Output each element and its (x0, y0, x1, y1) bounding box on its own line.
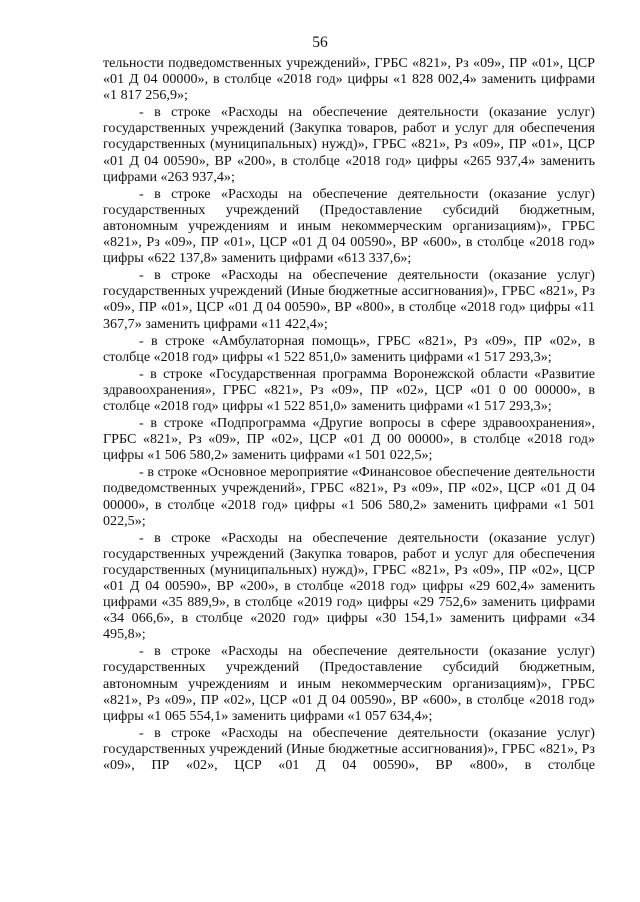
paragraph: - в строке «Государственная программа Воронежской области «Развитие здравоохранения», ГРБС «821», Рз «09», ПР «02», ЦСР «01 0 00 00000», в столбце «2018 год» цифры «1 522 851,0» заменить цифрами «1 517 293,3»; (103, 365, 595, 414)
paragraph: - в строке «Расходы на обеспечение деятельности (оказание услуг) государственных учреждений (Закупка товаров, работ и услуг для обеспечения государственных (муниципальных) нужд)», ГРБС «821», Рз «09», ПР «01», ЦСР «01 Д 04 00590», ВР «200», в столбце «2018 год» цифры «265 937,4» заменить цифрами «263 937,4»; (103, 104, 595, 185)
page-number: 56 (312, 34, 328, 51)
paragraph: - в строке «Расходы на обеспечение деятельности (оказание услуг) государственных учреждений (Предоставление субсидий бюджетным, автономным учреждениям и иным некоммерческим организациям)», ГРБС «821», Рз «09», ПР «01», ЦСР «01 Д 04 00590», ВР «600», в столбце «2018 год» цифры «622 137,8» заменить цифрами «613 337,6»; (103, 185, 595, 267)
paragraph: - в строке «Расходы на обеспечение деятельности (оказание услуг) государственных учреждений (Иные бюджетные ассигнования)», ГРБС «821», Рз «09», ПР «01», ЦСР «01 Д 04 00590», ВР «800», в столбце «2018 год» цифры «11 367,7» заменить цифрами «11 422,4»; (103, 267, 595, 332)
paragraph: - в строке «Расходы на обеспечение деятельности (оказание услуг) государственных учреждений (Закупка товаров, работ и услуг для обеспечения государственных (муниципальных) нужд)», ГРБС «821», Рз «09», ПР «02», ЦСР «01 Д 04 00590», ВР «200», в столбце «2018 год» цифры «29 602,4» заменить цифрами «35 889,9», в столбце «2019 год» цифры «29 752,6» заменить цифрами «34 066,6», в столбце «2020 год» цифры «30 154,1» заменить цифрами «34 495,8»; (103, 529, 595, 643)
paragraph: - в строке «Расходы на обеспечение деятельности (оказание услуг) государственных учреждений (Иные бюджетные ассигнования)», ГРБС «821», Рз «09», ПР «02», ЦСР «01 Д 04 00590», ВР «800», в столбце (103, 724, 595, 774)
document-body (103, 55, 595, 774)
paragraph: - в строке «Амбулаторная помощь», ГРБС «821», Рз «09», ПР «02», в столбце «2018 год» цифры «1 522 851,0» заменить цифрами «1 517 293,3»; (103, 332, 595, 365)
paragraph: - в строке «Основное мероприятие «Финансовое обеспечение деятельности подведомственных учреждений», ГРБС «821», Рз «09», ПР «02», ЦСР «01 Д 04 00000», в столбце «2018 год» цифры «1 506 580,2» заменить цифрами «1 501 022,5»; (103, 464, 595, 529)
paragraph: - в строке «Подпрограмма «Другие вопросы в сфере здравоохранения», ГРБС «821», Рз «09», ПР «02», ЦСР «01 Д 00 00000», в столбце «2018 год» цифры «1 506 580,2» заменить цифрами «1 501 022,5»; (103, 415, 595, 464)
paragraph: - в строке «Расходы на обеспечение деятельности (оказание услуг) государственных учреждений (Предоставление субсидий бюджетным, автономным учреждениям и иным некоммерческим организациям)», ГРБС «821», Рз «09», ПР «02», ЦСР «01 Д 04 00590», ВР «600», в столбце «2018 год» цифры «1 065 554,1» заменить цифрами «1 057 634,4»; (103, 643, 595, 724)
paragraph: тельности подведомственных учреждений», ГРБС «821», Рз «09», ПР «01», ЦСР «01 Д 04 00000», в столбце «2018 год» цифры «1 828 002,4» заменить цифрами «1 817 256,9»; (103, 55, 595, 104)
